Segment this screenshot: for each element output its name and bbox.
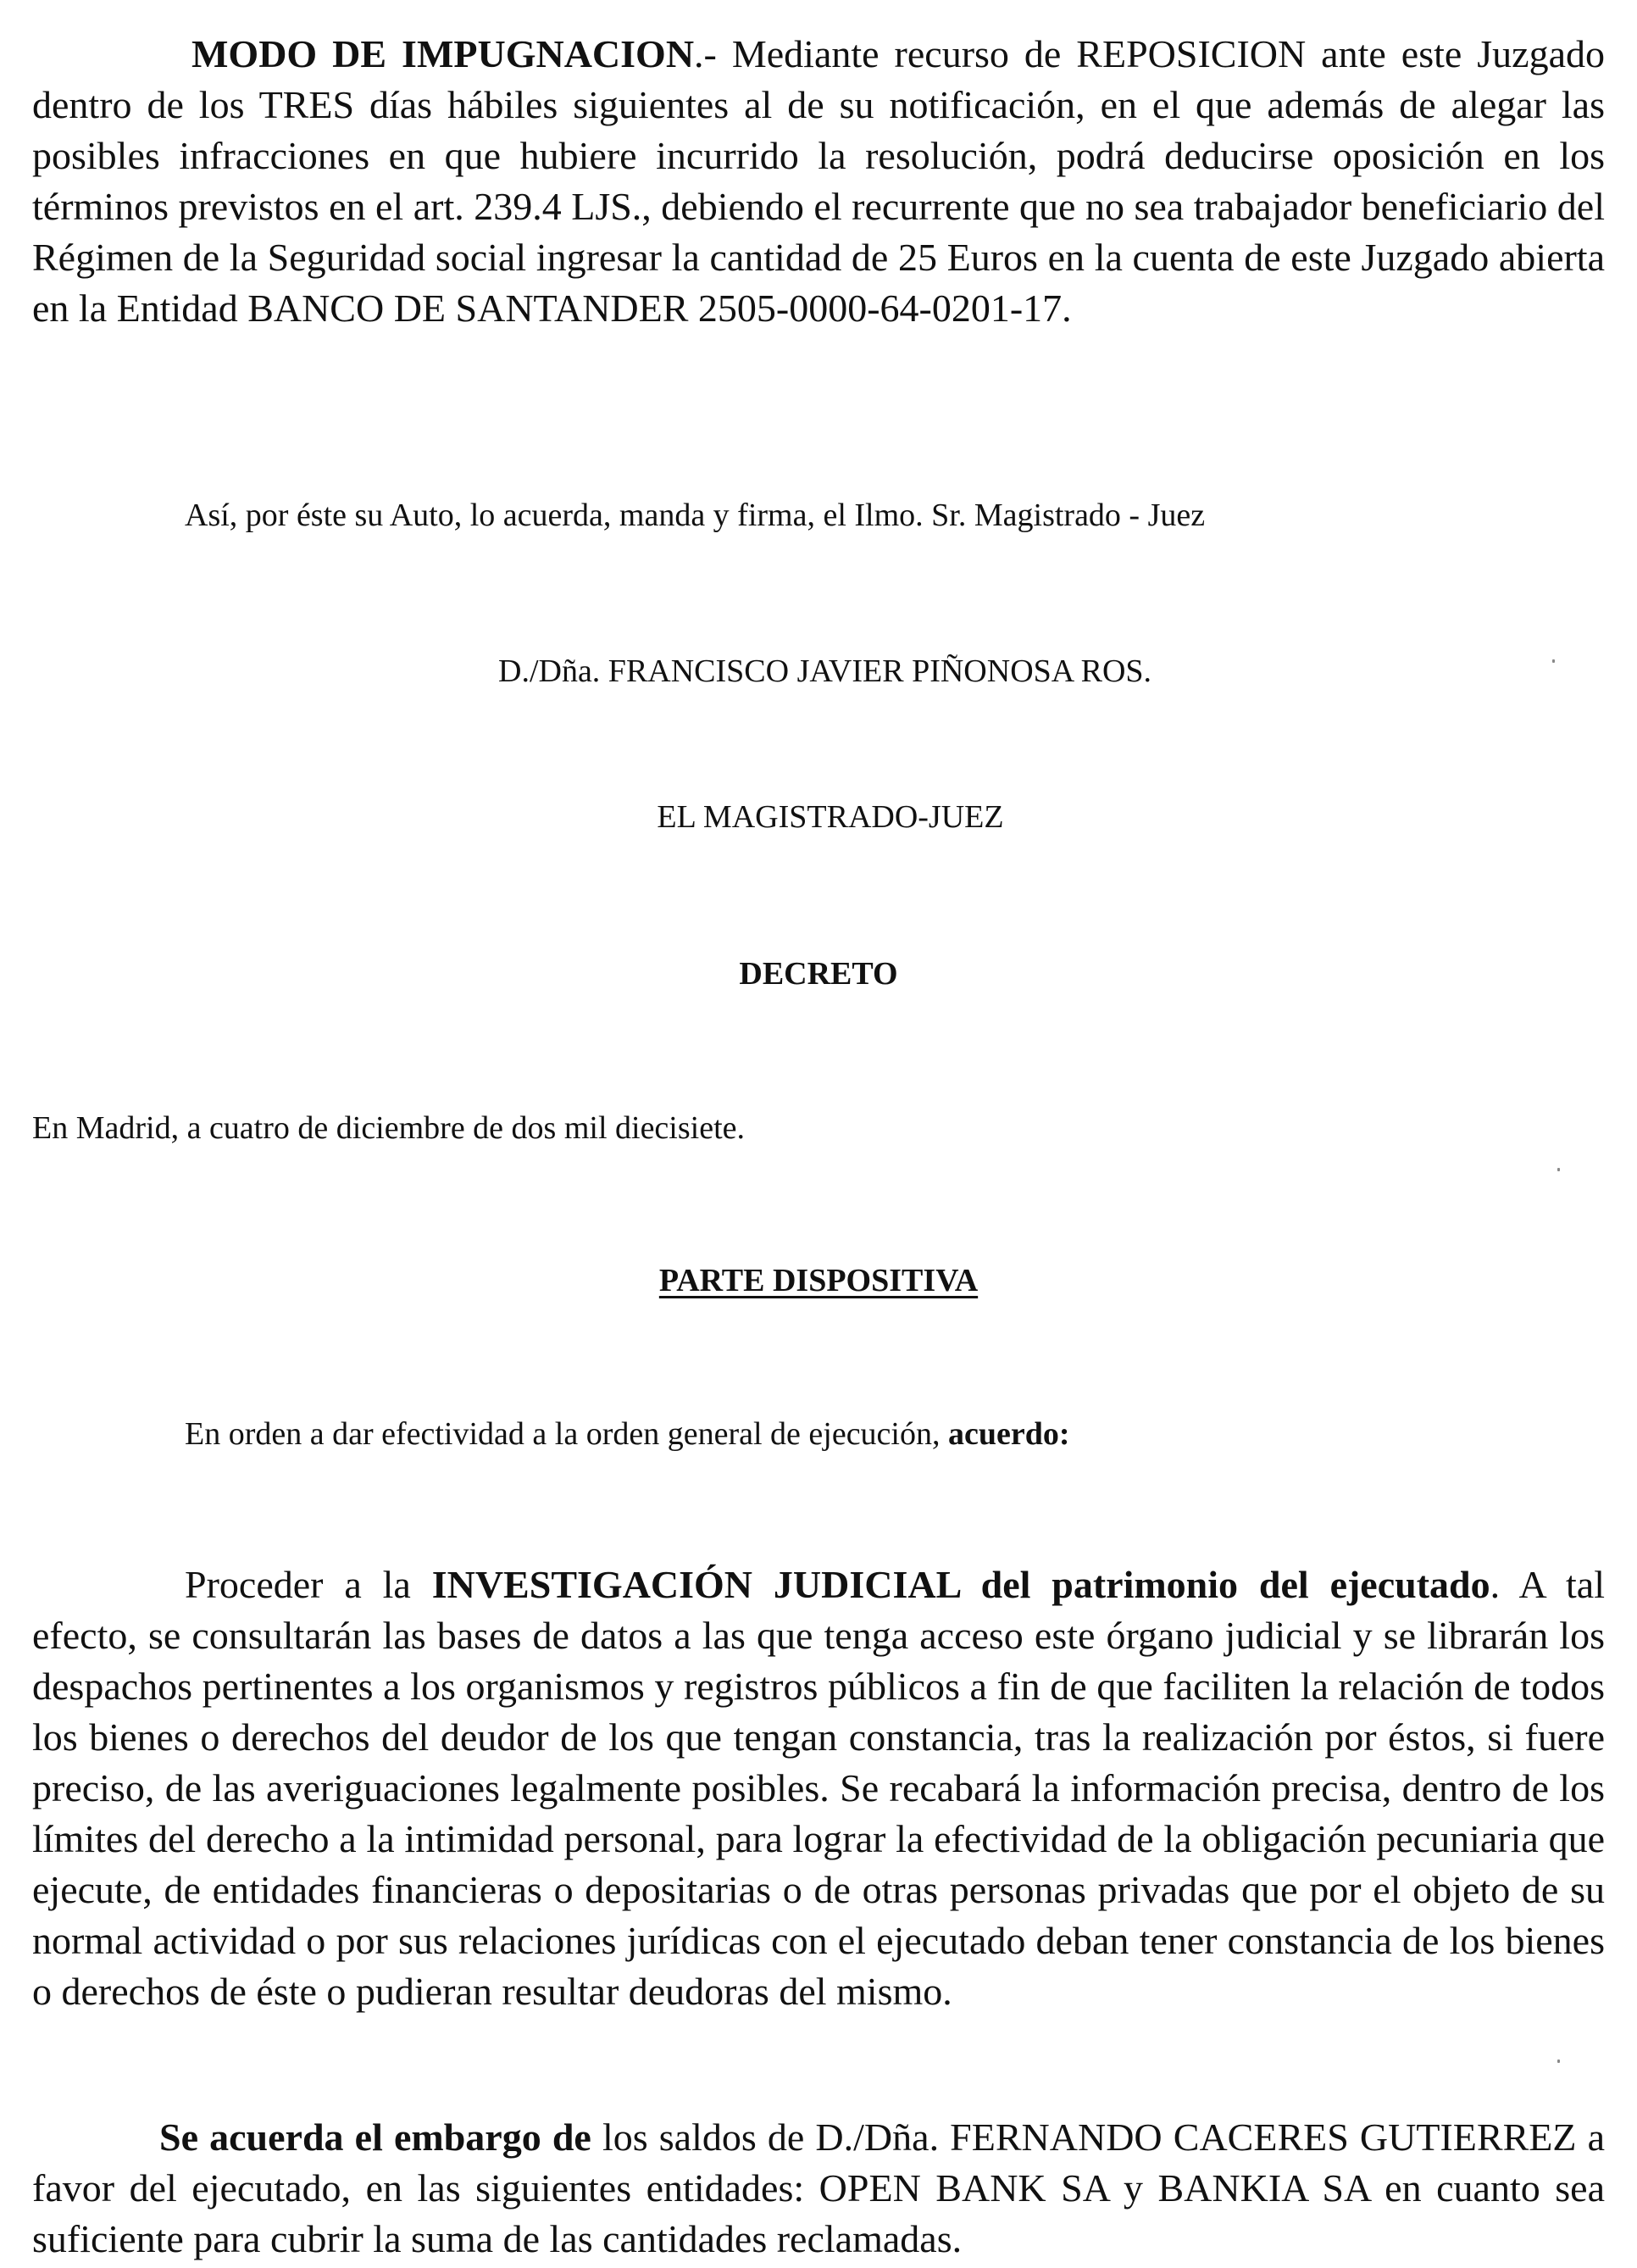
orden-text: En orden a dar efectividad a la orden general de ejecución, <box>185 1416 948 1452</box>
modo-impugnacion-paragraph <box>32 29 1605 334</box>
fecha-line: En Madrid, a cuatro de diciembre de dos mil diecisiete. <box>32 1110 745 1146</box>
scan-speck <box>1552 659 1555 663</box>
modo-impugnacion-text: .- Mediante recurso de REPOSICION ante este Juzgado dentro de los TRES días hábiles siguientes al de su notificación, en el que además de alegar las posibles infracciones en que hubiere incurrido la resolución, podrá deducirse oposición en los términos previstos en el art. 239.4 LJS., debiendo el recurrente que no sea trabajador beneficiario del Régimen de la Seguridad social ingresar la cantidad de 25 Euros en la cuenta de este Juzgado abierta en la Entidad BANCO DE SANTANDER 2505-0000-64-0201-17. <box>32 32 1606 330</box>
investigacion-paragraph <box>32 1559 1605 2017</box>
embargo-bold: Se acuerda el embargo de <box>159 2115 591 2159</box>
investigacion-prefix: Proceder a la <box>185 1563 432 1606</box>
orden-line <box>185 1414 1625 1454</box>
modo-impugnacion-heading: MODO DE IMPUGNACION <box>191 32 695 75</box>
embargo-text: los saldos de D./Dña. FERNANDO CACERES GUTIERREZ a favor del ejecutado, en las siguientes entidades: OPEN BANK SA y BANKIA SA en cuanto sea suficiente para cubrir la suma de las cantidades reclamadas. <box>32 2115 1605 2260</box>
parte-dispositiva-wrap <box>0 1260 1637 1301</box>
orden-acuerdo: acuerdo: <box>947 1416 1070 1452</box>
investigacion-bold-rest: del patrimonio del ejecutado <box>959 1563 1490 1606</box>
parte-dispositiva-title: PARTE DISPOSITIVA <box>658 1263 979 1298</box>
embargo-paragraph <box>32 2112 1605 2265</box>
magistrado-cargo: EL MAGISTRADO-JUEZ <box>657 799 1004 835</box>
magistrado-nombre: D./Dña. FRANCISCO JAVIER PIÑONOSA ROS. <box>498 653 1152 689</box>
investigacion-bold-caps: INVESTIGACIÓN JUDICIAL <box>431 1563 960 1606</box>
decreto-title: DECRETO <box>739 956 898 992</box>
auto-firma-line: Así, por éste su Auto, lo acuerda, manda y firma, el Ilmo. Sr. Magistrado - Juez <box>185 498 1206 533</box>
scan-speck <box>1557 2060 1560 2063</box>
investigacion-text: . A tal efecto, se consultarán las bases de datos a las que tenga acceso este órgano judicial y se librarán los despachos pertinentes a los organismos y registros públicos a fin de que faciliten la relación de todos los bienes o derechos del deudor de los que tengan constancia, tras la realización por éstos, si fuere preciso, de las averiguaciones legalmente posibles. Se recabará la información precisa, dentro de los límites del derecho a la intimidad personal, para lograr la efectividad de la obligación pecuniaria que ejecute, de entidades financieras o depositarias o de otras personas privadas que por el objeto de su normal actividad o por sus relaciones jurídicas con el ejecutado deban tener constancia de los bienes o derechos de éste o pudieran resultar deudoras del mismo. <box>32 1563 1605 2013</box>
scan-speck <box>1557 1168 1560 1171</box>
